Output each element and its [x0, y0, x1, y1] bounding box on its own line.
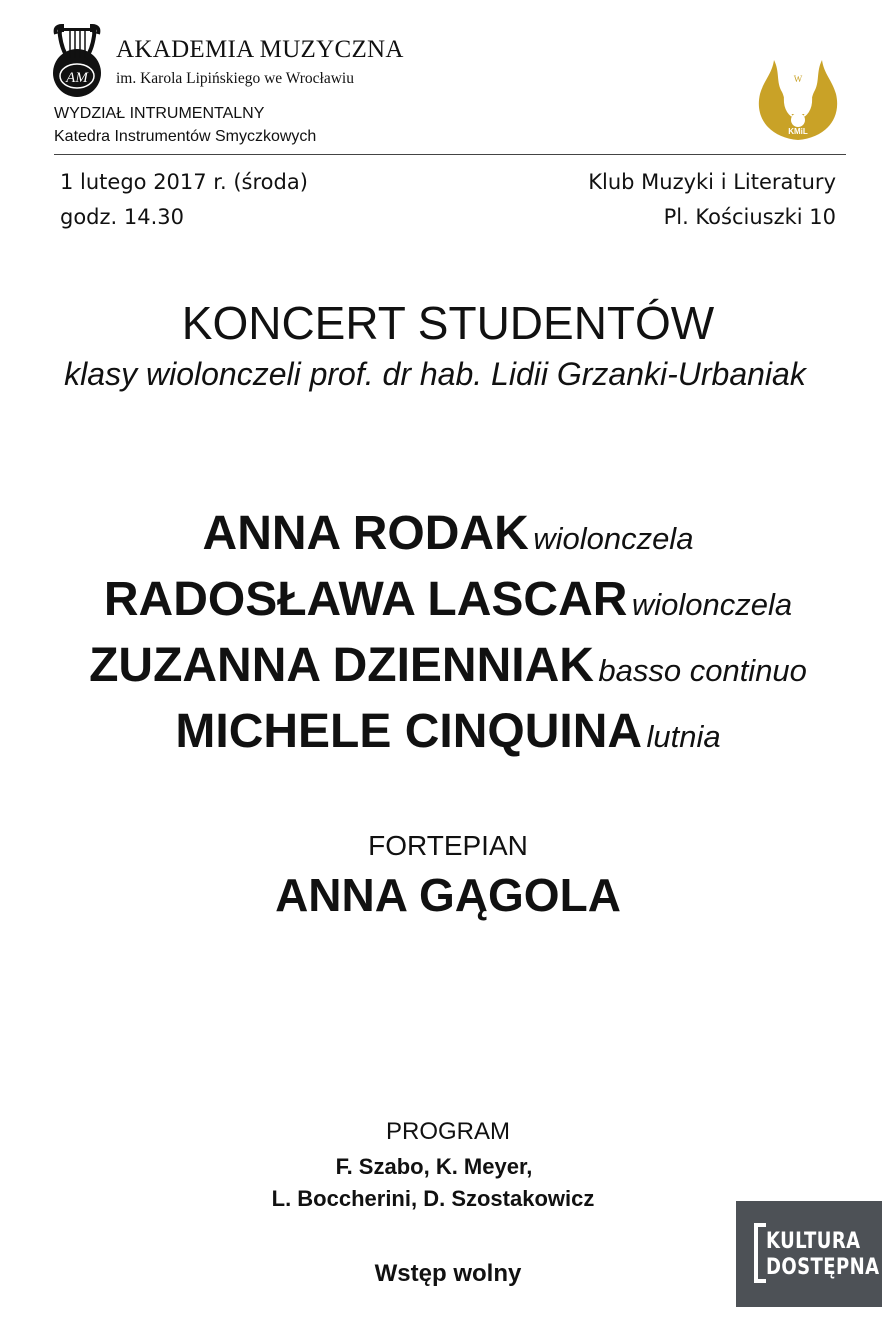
- faculty-name: WYDZIAŁ INTRUMENTALNY: [54, 105, 265, 122]
- event-venue: Klub Muzyki i Literatury: [588, 170, 836, 194]
- badge-bracket-icon: [754, 1223, 758, 1283]
- header-divider: [54, 154, 846, 155]
- kmil-club-logo: [752, 50, 844, 142]
- academy-subtitle: im. Karola Lipińskiego we Wrocławiu: [116, 70, 354, 87]
- badge-bracket-bottom: [754, 1279, 766, 1283]
- badge-line-2: DOSTĘPNA: [766, 1255, 880, 1280]
- pianist-name: ANNA GĄGOLA: [275, 869, 621, 921]
- academy-lyre-logo: [50, 24, 104, 98]
- academy-name: AKADEMIA MUZYCZNA: [116, 36, 404, 63]
- program-composers-line-2: L. Boccherini, D. Szostakowicz: [271, 1186, 595, 1211]
- performer-instrument: wiolonczela: [631, 587, 793, 622]
- performer-name: ZUZANNA DZIENNIAK: [89, 639, 594, 692]
- performer-name: MICHELE CINQUINA: [175, 705, 643, 758]
- performer-line: [0, 572, 896, 627]
- performer-instrument: lutnia: [646, 719, 721, 754]
- program-label: PROGRAM: [385, 1118, 510, 1145]
- program-composers-line-1: F. Szabo, K. Meyer,: [335, 1154, 533, 1179]
- kmil-logo-mark: W: [793, 74, 803, 84]
- department-name: Katedra Instrumentów Smyczkowych: [54, 128, 317, 145]
- performer-line: [0, 638, 896, 693]
- event-time: godz. 14.30: [60, 205, 185, 229]
- performer-instrument: basso continuo: [598, 653, 807, 688]
- performer-instrument: wiolonczela: [533, 521, 694, 556]
- performer-name: ANNA RODAK: [202, 507, 529, 560]
- kmil-logo-text: KMiL: [788, 127, 808, 136]
- kultura-dostepna-badge: [736, 1201, 882, 1307]
- performer-name: RADOSŁAWA LASCAR: [103, 573, 628, 626]
- academy-logo-monogram: AM: [66, 70, 88, 86]
- piano-label: FORTEPIAN: [368, 830, 528, 861]
- badge-bracket-top: [754, 1223, 766, 1227]
- performer-line: [0, 704, 896, 759]
- event-date: 1 lutego 2017 r. (środa): [60, 170, 308, 194]
- admission-note: Wstęp wolny: [374, 1260, 522, 1287]
- concert-title: KONCERT STUDENTÓW: [181, 297, 715, 349]
- badge-line-1: KULTURA: [766, 1229, 861, 1254]
- concert-subtitle: klasy wiolonczeli prof. dr hab. Lidii Grzanki-Urbaniak: [64, 356, 806, 392]
- event-address: Pl. Kościuszki 10: [663, 205, 836, 229]
- performer-line: [0, 506, 896, 561]
